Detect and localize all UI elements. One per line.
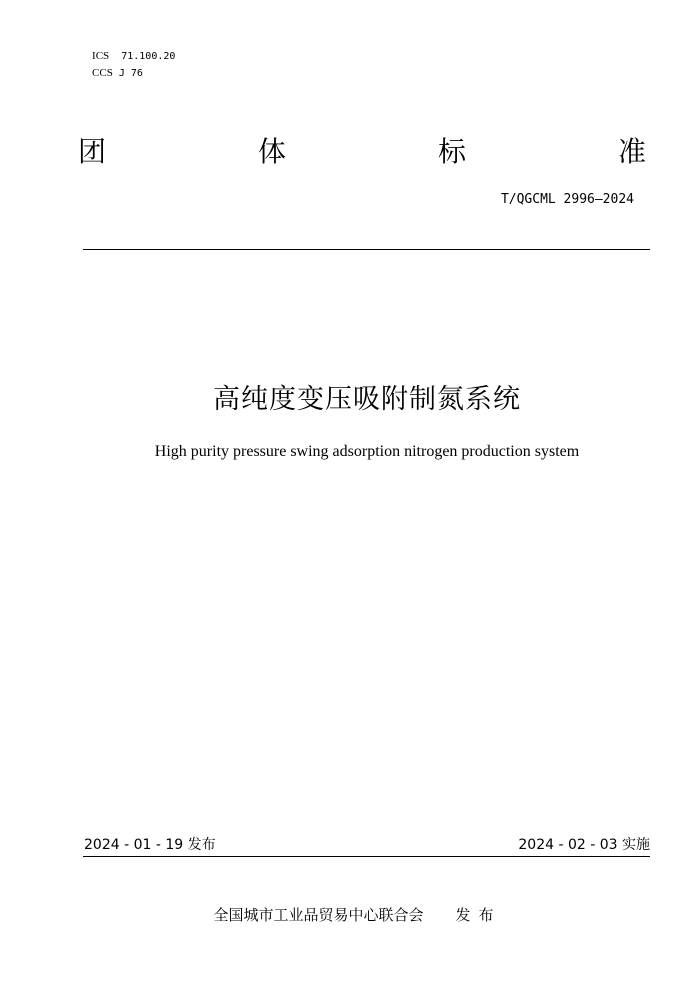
ccs-line <box>80 52 143 81</box>
standard-type-heading <box>78 134 646 170</box>
implementation-date: 2024 - 02 - 03 实施 <box>518 837 650 853</box>
standard-type-char: 体 <box>257 135 286 168</box>
ics-code: 71.100.20 <box>121 51 176 62</box>
publisher-name: 全国城市工业品贸易中心联合会 <box>213 906 424 924</box>
issue-date: 2024 - 01 - 19 发布 <box>84 837 216 853</box>
ccs-label: CCS <box>92 67 113 79</box>
top-divider <box>83 249 650 250</box>
ics-label: ICS <box>92 50 110 62</box>
document-title-cn: 高纯度变压吸附制氮系统 <box>213 384 521 415</box>
ccs-code: J 76 <box>118 68 143 79</box>
publish-action: 发布 <box>455 906 502 924</box>
standard-type-char: 标 <box>437 135 466 168</box>
document-title-en: High purity pressure swing adsorption nitrogen production system <box>154 443 580 460</box>
publisher-line <box>0 905 700 925</box>
bottom-divider <box>83 856 650 857</box>
standard-number: T/QGCML 2996—2024 <box>500 192 634 207</box>
standard-type-char: 准 <box>617 135 646 168</box>
standard-type-char: 团 <box>78 135 107 168</box>
